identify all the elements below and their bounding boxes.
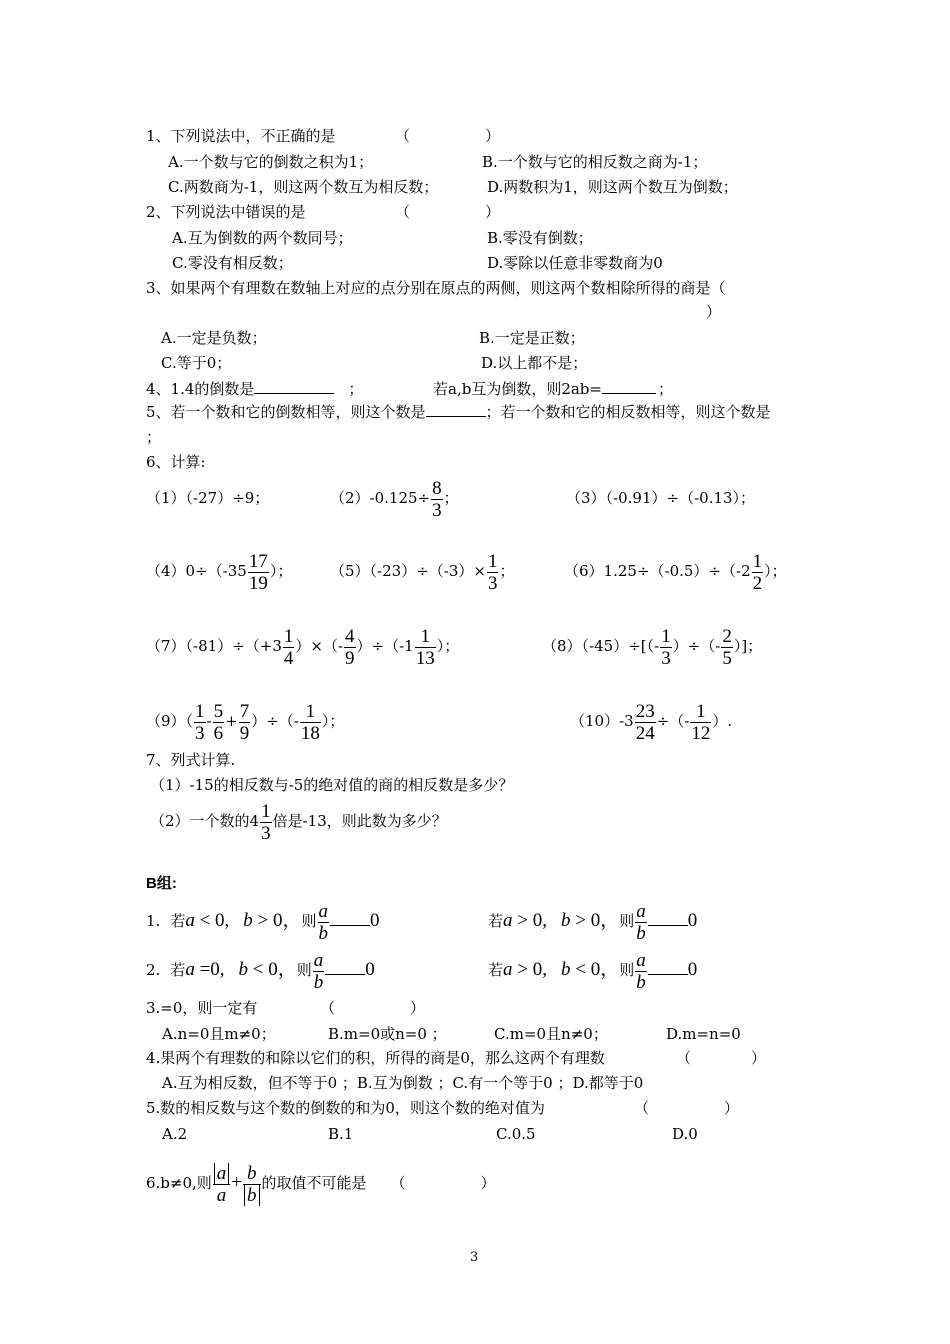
calc-5: （5）（-23）÷（-3）× $\frac{1}{3}$ ； xyxy=(330,550,515,594)
calc-2: （2）-0.125÷ $\frac{8}{3}$ ； xyxy=(330,477,459,521)
q5-line: 5、若一个数和它的倒数相等，则这个数是 ；若一个数和它的相反数相等，则这个数是 xyxy=(146,403,771,421)
q2-option-d: D.零除以任意非零数商为0 xyxy=(487,254,663,272)
q2-paren: （ ） xyxy=(395,203,501,221)
calc-4: （4）0÷（-35 $\frac{17}{19}$ ）； xyxy=(146,550,293,594)
q1-option-a: A.一个数与它的倒数之积为1； xyxy=(168,153,374,171)
q6-title: 6、计算: xyxy=(146,453,206,471)
answer-blank xyxy=(426,402,486,417)
calc-9: （9）（ $\frac{1}{3}$ - $\frac{5}{6}$ + $\frac{7}{9}$ ）÷（- $\frac{1}{18}$ ）； xyxy=(146,700,345,744)
q2-option-a: A.互为倒数的两个数同号； xyxy=(172,229,353,247)
b-group-heading: B组: xyxy=(146,875,177,892)
q1-paren: （ ） xyxy=(395,127,501,145)
calc-1: （1）（-27）÷9； xyxy=(146,489,270,507)
calc-8: （8）（-45）÷[（- $\frac{1}{3}$ ）÷（- $\frac{2}{5}$ ）]； xyxy=(542,625,763,669)
answer-blank xyxy=(648,911,688,926)
b-q1-right: 若a > 0, b > 0，则 $\frac{a}{b}$ 0 xyxy=(488,900,698,944)
b-q2-right: 若a > 0, b < 0，则 $\frac{a}{b}$ 0 xyxy=(488,949,698,993)
q2-option-c: C.零没有相反数； xyxy=(172,254,293,272)
b-q3-option-b: B.m=0或n=0 ； xyxy=(328,1025,447,1043)
b-q3-stem: 3.=0，则一定有 xyxy=(146,999,258,1017)
b-q5-option-b: B.1 xyxy=(328,1125,354,1143)
calc-7: （7）（-81）÷（+3 $\frac{1}{4}$ ）×（- $\frac{4}{9}$ ）÷（-1 $\frac{1}{13}$ ）； xyxy=(146,625,460,669)
q7-title: 7、列式计算. xyxy=(146,751,236,769)
b-q3-option-c: C.m=0且n≠0； xyxy=(494,1025,608,1043)
q4-left: 4、1.4的倒数是 ； xyxy=(146,380,364,398)
answer-blank xyxy=(254,379,334,394)
q1-option-c: C.两数商为-1，则这两个数互为相反数； xyxy=(168,178,439,196)
b-q6: 6.b≠0,则 $\frac{a}{a}$ + $\frac{b}{b}$ 的取值不可能是 （ ） xyxy=(146,1162,496,1206)
q1-option-b: B.一个数与它的相反数之商为-1； xyxy=(482,153,708,171)
answer-blank xyxy=(648,960,688,975)
q3-option-c: C.等于0； xyxy=(161,354,232,372)
q3-option-a: A.一定是负数； xyxy=(161,329,267,347)
answer-blank xyxy=(325,960,365,975)
b-q2-left: 2. 若a =0, b < 0，则 $\frac{a}{b}$ 0 xyxy=(146,949,375,993)
calc-3: （3）（-0.91）÷（-0.13）； xyxy=(566,489,756,507)
calc-10: （10）-3 $\frac{23}{24}$ ÷（- $\frac{1}{12}$ ）. xyxy=(570,700,733,744)
b-q5-option-d: D.0 xyxy=(672,1125,698,1143)
answer-blank xyxy=(330,911,370,926)
b-q4-paren: （ ） xyxy=(676,1049,767,1067)
calc-6: （6）1.25÷（-0.5）÷（-2 $\frac{1}{2}$ ）； xyxy=(564,550,787,594)
b-q4-stem: 4.果两个有理数的和除以它们的积，所得的商是0，那么这两个有理数 xyxy=(146,1049,605,1067)
q3-close: ） xyxy=(706,303,722,321)
q7-sub2: （2）一个数的4 $\frac{1}{3}$ 倍是-13，则此数为多少？ xyxy=(150,800,447,844)
b-q5-paren: （ ） xyxy=(634,1099,740,1117)
b-q4-options: A.互为相反数，但不等于0 ；B.互为倒数 ；C.有一个等于0 ；D.都等于0 xyxy=(162,1074,644,1092)
b-q3-option-d: D.m=n=0 xyxy=(666,1025,741,1043)
q2-option-b: B.零没有倒数； xyxy=(487,229,593,247)
q3-option-d: D.以上都不是； xyxy=(481,354,588,372)
q1-stem: 1、下列说法中，不正确的是 xyxy=(146,127,336,145)
q5-end: ； xyxy=(146,428,162,446)
q3-stem: 3、如果两个有理数在数轴上对应的点分别在原点的两侧，则这两个数相除所得的商是（ xyxy=(146,279,726,297)
b-q5-option-c: C.0.5 xyxy=(496,1125,536,1143)
answer-blank xyxy=(602,379,656,394)
b-q5-option-a: A.2 xyxy=(162,1125,188,1143)
b-q1-left: 1. 若a < 0, b > 0，则 $\frac{a}{b}$ 0 xyxy=(146,900,380,944)
b-q3-paren: （ ） xyxy=(320,999,426,1017)
q2-stem: 2、下列说法中错误的是 xyxy=(146,203,306,221)
q4-right: 若a,b互为倒数，则2ab= ； xyxy=(433,380,673,398)
q7-sub1: （1）-15的相反数与-5的绝对值的商的相反数是多少？ xyxy=(150,776,514,794)
page-number: 3 xyxy=(470,1250,479,1265)
q3-option-b: B.一定是正数； xyxy=(479,329,585,347)
q1-option-d: D.两数积为1，则这两个数互为倒数； xyxy=(487,178,738,196)
b-q3-option-a: A.n=0且m≠0； xyxy=(162,1025,276,1043)
b-q5-stem: 5.数的相反数与这个数的倒数的和为0，则这个数的绝对值为 xyxy=(146,1099,545,1117)
